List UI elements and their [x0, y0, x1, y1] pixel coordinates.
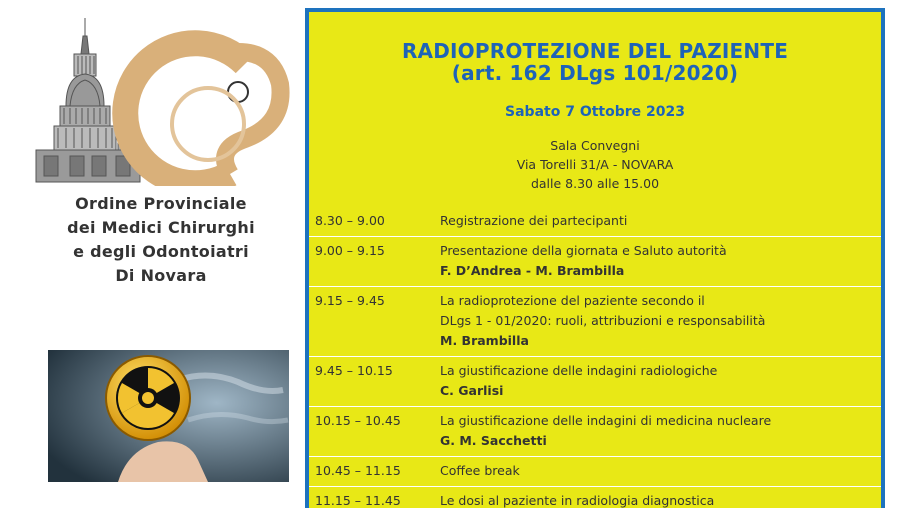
program-topic: Coffee break	[440, 463, 520, 478]
program-body	[440, 491, 881, 511]
program-body	[440, 461, 881, 481]
snake-logo-icon	[125, 43, 280, 183]
program-row	[309, 287, 881, 357]
program-topic: La giustificazione delle indagini di medicina nucleare	[440, 413, 772, 428]
program-row	[309, 457, 881, 487]
radiation-symbol-icon	[48, 350, 289, 482]
program-time: 9.45 – 10.15	[315, 363, 393, 378]
organization-line: dei Medici Chirurghi	[67, 218, 255, 237]
program-speaker: G. M. Sacchetti	[440, 433, 547, 448]
program-time: 10.15 – 10.45	[315, 413, 401, 428]
organization-logo	[30, 14, 300, 186]
program-topic: La radioprotezione del paziente secondo il	[440, 293, 705, 308]
program-body	[440, 291, 881, 351]
program-body	[440, 241, 881, 281]
organization-line: Di Novara	[115, 266, 207, 285]
program-row	[309, 487, 881, 517]
program-topic: Presentazione della giornata e Saluto autorità	[440, 243, 727, 258]
program-row	[309, 407, 881, 457]
program-body	[440, 411, 881, 451]
event-date: Sabato 7 Ottobre 2023	[505, 104, 685, 120]
program-time: 8.30 – 9.00	[315, 213, 385, 228]
program-time: 11.15 – 11.45	[315, 493, 401, 508]
title-subline: (art. 162 DLgs 101/2020)	[451, 61, 739, 85]
program-time: 9.00 – 9.15	[315, 243, 385, 258]
organization-line: Ordine Provinciale	[75, 194, 247, 213]
program-topic: Le dosi al paziente in radiologia diagnostica	[440, 493, 715, 508]
title-line: RADIOPROTEZIONE DEL PAZIENTE	[401, 39, 789, 63]
program-speaker: M. Brambilla	[440, 333, 529, 348]
left-panel	[0, 0, 300, 500]
event-title	[309, 40, 881, 84]
program-list	[309, 207, 881, 517]
venue-hours: dalle 8.30 alle 15.00	[530, 176, 660, 191]
program-row	[309, 207, 881, 237]
event-poster	[305, 8, 885, 508]
program-row	[309, 237, 881, 287]
event-venue	[309, 136, 881, 193]
program-body	[440, 361, 881, 401]
organization-line: e degli Odontoiatri	[73, 242, 249, 261]
program-topic: Registrazione dei partecipanti	[440, 213, 628, 228]
program-time: 9.15 – 9.45	[315, 293, 385, 308]
program-speaker: C. Garlisi	[440, 383, 504, 398]
program-topic: La giustificazione delle indagini radiologiche	[440, 363, 718, 378]
venue-name: Sala Convegni	[550, 138, 640, 153]
program-topic: DLgs 1 - 01/2020: ruoli, attribuzioni e responsabilità	[440, 313, 766, 328]
venue-address: Via Torelli 31/A - NOVARA	[516, 157, 674, 172]
program-time: 10.45 – 11.15	[315, 463, 401, 478]
organization-name	[0, 192, 322, 288]
program-speaker: F. D’Andrea - M. Brambilla	[440, 263, 625, 278]
radiation-photo	[48, 350, 289, 482]
program-body	[440, 211, 881, 231]
program-row	[309, 357, 881, 407]
